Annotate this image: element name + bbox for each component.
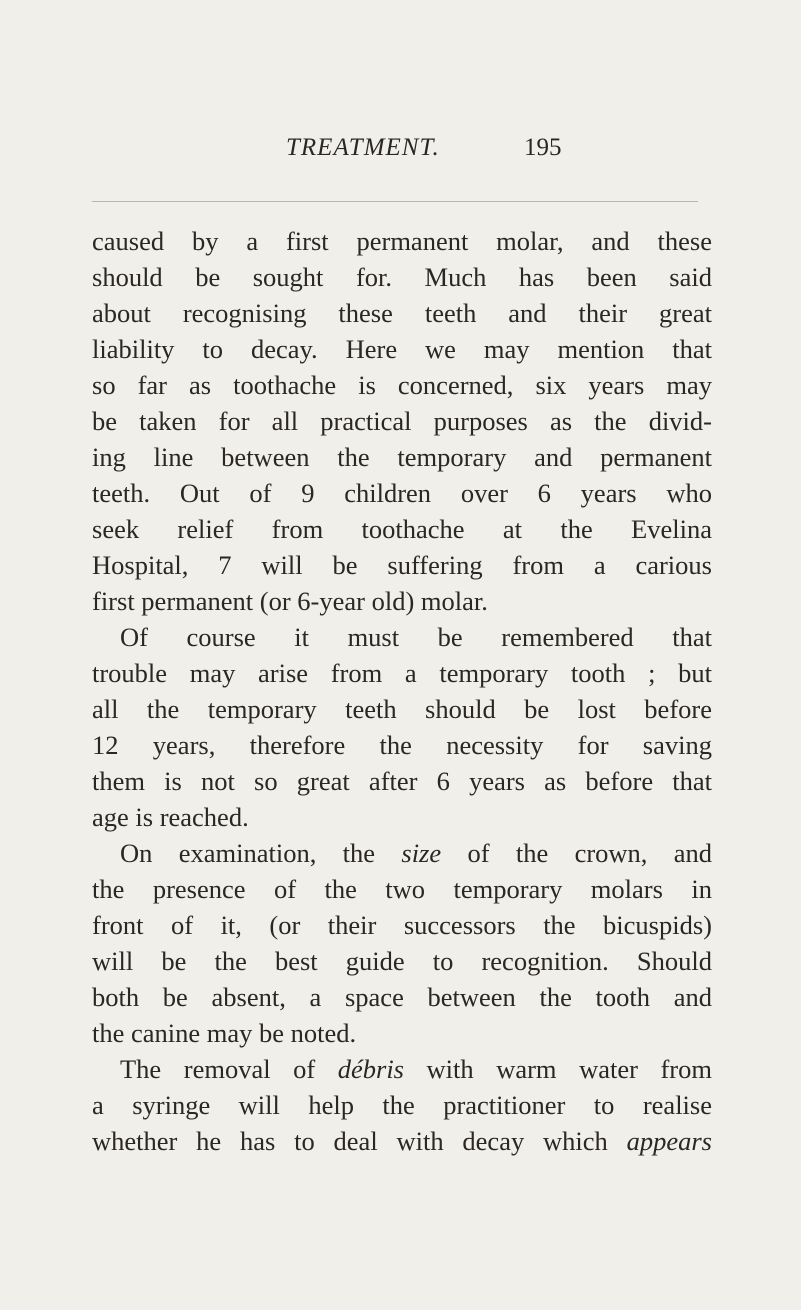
text-line: teeth. Out of 9 children over 6 years who	[92, 478, 712, 508]
italic-word: débris	[337, 1054, 404, 1084]
page-number: 195	[524, 134, 562, 161]
running-head: TREATMENT.	[286, 134, 440, 161]
text-line: so far as toothache is concerned, six years may	[92, 370, 712, 400]
text-line: them is not so great after 6 years as before that	[92, 766, 712, 796]
text-line: first permanent (or 6-year old) molar.	[92, 586, 488, 616]
text-line-with-italic	[92, 835, 712, 871]
italic-word: appears	[626, 1126, 712, 1156]
text-run: whether he has to deal with decay which	[92, 1126, 627, 1156]
text-line: the presence of the two temporary molars in	[92, 874, 712, 904]
text-line: 12 years, therefore the necessity for saving	[92, 730, 712, 760]
text-run: On examination, the	[120, 838, 402, 868]
text-line: both be absent, a space between the tooth and	[92, 982, 712, 1012]
header-rule	[92, 201, 698, 202]
text-run: of the crown, and	[441, 838, 712, 868]
body-text	[92, 223, 712, 1159]
italic-word: size	[401, 838, 442, 868]
text-line-with-italic	[92, 1123, 712, 1159]
text-line: liability to decay. Here we may mention that	[92, 334, 712, 364]
text-line: Of course it must be remembered that	[120, 622, 712, 652]
text-line: the canine may be noted.	[92, 1018, 357, 1048]
text-line: should be sought for. Much has been said	[92, 262, 712, 292]
text-line: Hospital, 7 will be suffering from a carious	[92, 550, 712, 580]
text-line: a syringe will help the practitioner to realise	[92, 1090, 712, 1120]
text-line: be taken for all practical purposes as the divid-	[92, 406, 712, 436]
text-line: age is reached.	[92, 802, 249, 832]
text-line: seek relief from toothache at the Evelina	[92, 514, 712, 544]
text-line-with-italic	[92, 1051, 712, 1087]
text-run: with warm water from	[404, 1054, 712, 1084]
text-line: trouble may arise from a temporary tooth ; but	[92, 658, 712, 688]
text-line: about recognising these teeth and their great	[92, 298, 712, 328]
text-run: The removal of	[120, 1054, 338, 1084]
text-line: ing line between the temporary and permanent	[92, 442, 712, 472]
text-line: will be the best guide to recognition. Should	[92, 946, 712, 976]
text-line: front of it, (or their successors the bicuspids)	[92, 910, 712, 940]
text-line: caused by a first permanent molar, and these	[92, 226, 712, 256]
text-line: all the temporary teeth should be lost before	[92, 694, 712, 724]
